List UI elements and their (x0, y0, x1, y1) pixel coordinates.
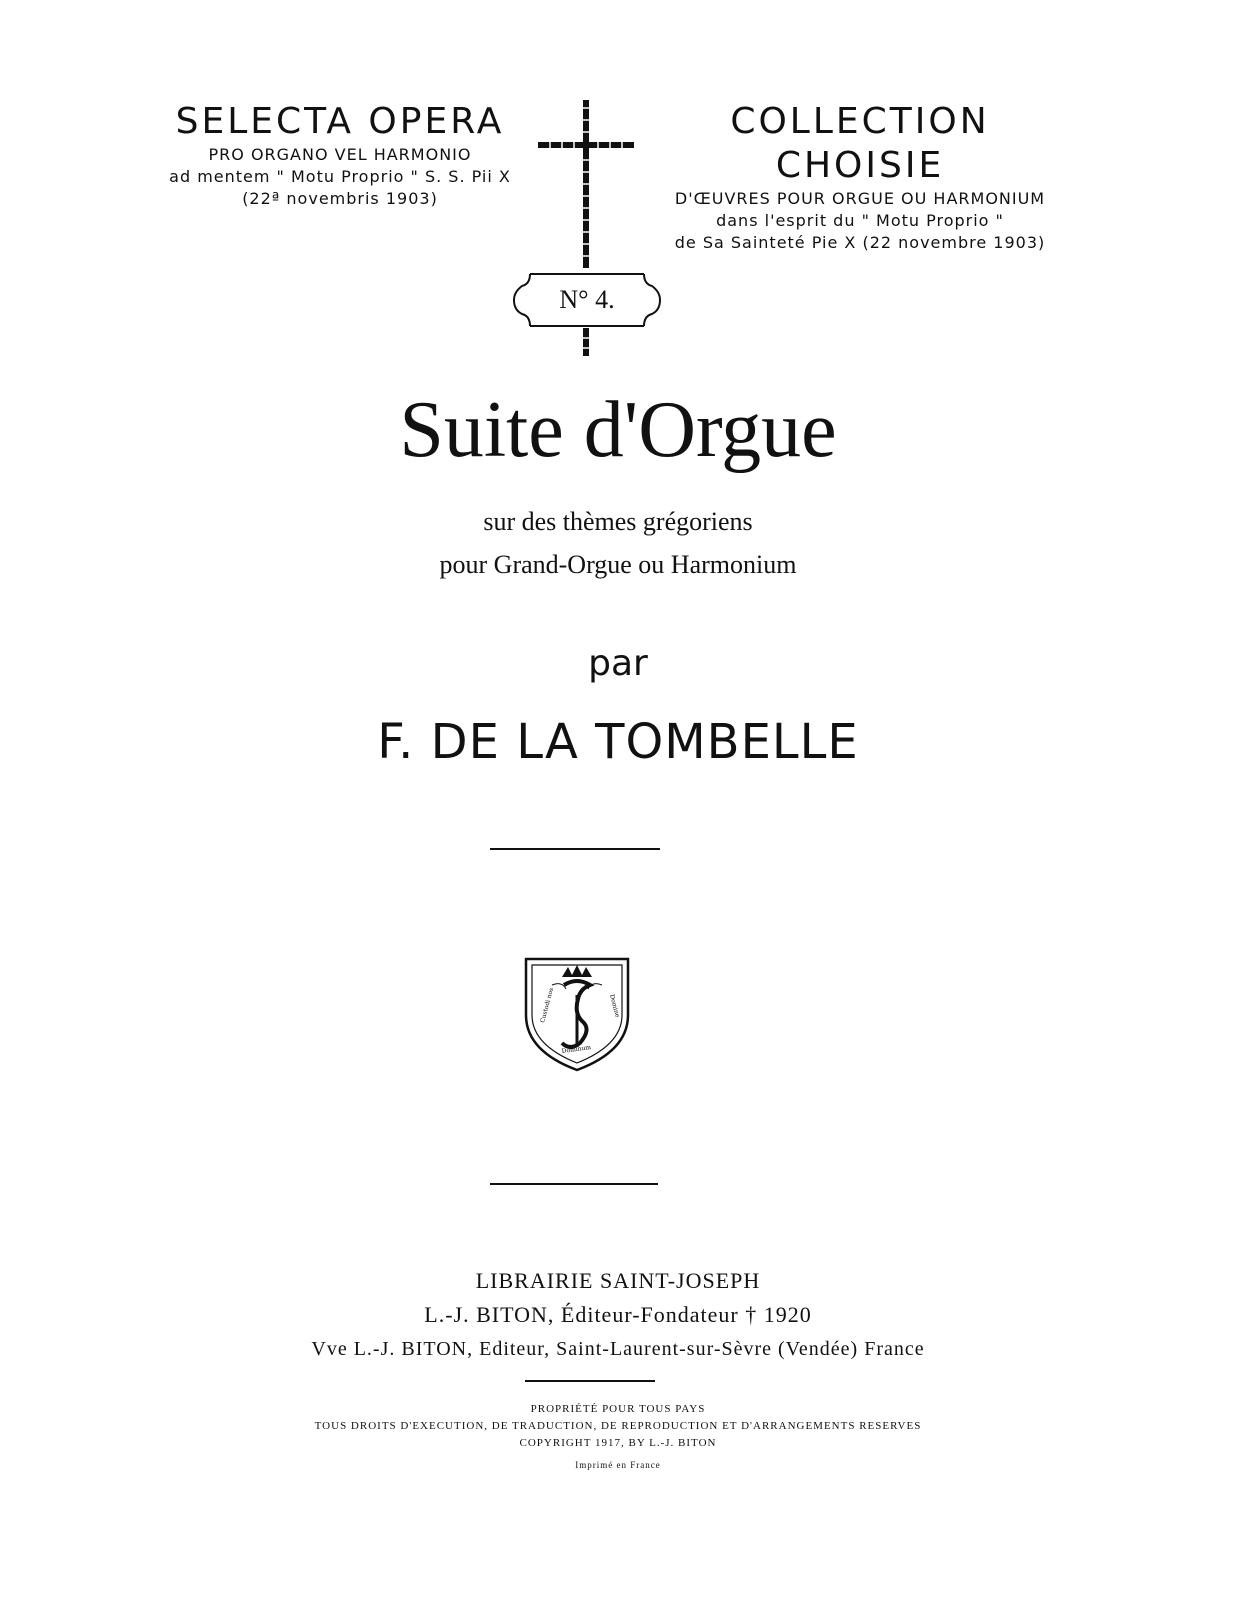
by-label: par (588, 643, 648, 684)
subtitle-line-2: pour Grand-Orgue ou Harmonium (439, 550, 797, 579)
volume-number: N° 4. (559, 285, 615, 314)
collection-choisie-title: COLLECTION CHOISIE (730, 101, 990, 186)
right-line-1: D'ŒUVRES POUR ORGUE OU HARMONIUM (674, 189, 1046, 208)
composer-name: F. DE LA TOMBELLE (377, 714, 859, 770)
emblem-left-motto: Custodi nos (539, 987, 556, 1024)
footer-line-2: TOUS DROITS D'EXECUTION, DE TRADUCTION, DE REPRODUCTION ET D'ARRANGEMENTS RESERVES (314, 1420, 922, 1432)
emblem-right-motto: Domine (608, 993, 621, 1019)
header-right (650, 100, 1070, 254)
footer-line-3: COPYRIGHT 1917, BY L.-J. BITON (519, 1437, 717, 1449)
publisher-line-3: Vve L.-J. BITON, Editeur, Saint-Laurent-sur-Sèvre (Vendée) France (311, 1338, 925, 1360)
left-line-3: (22ª novembris 1903) (242, 189, 438, 208)
divider-rule (490, 848, 660, 850)
right-line-2: dans l'esprit du " Motu Proprio " (716, 211, 1004, 230)
volume-number-cartouche (512, 270, 662, 330)
footer-line-1: PROPRIÉTÉ POUR TOUS PAYS (530, 1403, 706, 1415)
publisher-line-2: L.-J. BITON, Éditeur-Fondateur † 1920 (424, 1302, 812, 1327)
subtitle-line-1: sur des thèmes grégoriens (483, 507, 753, 536)
divider-rule (525, 1380, 655, 1382)
divider-rule (490, 1183, 658, 1185)
saint-joseph-shield-emblem-icon (522, 955, 632, 1073)
selecta-opera-title: SELECTA OPERA (175, 101, 505, 142)
page-title: Suite d'Orgue (399, 386, 837, 474)
right-line-3: de Sa Sainteté Pie X (22 novembre 1903) (674, 233, 1046, 252)
publisher-line-1: LIBRAIRIE SAINT-JOSEPH (475, 1268, 761, 1293)
printed-in-france: Imprimé en France (575, 1460, 661, 1470)
header-left (160, 100, 520, 210)
left-line-1: PRO ORGANO VEL HARMONIO (208, 145, 472, 164)
emblem-bottom-motto: Dominum (561, 1043, 592, 1055)
left-line-2: ad mentem " Motu Proprio " S. S. Pii X (169, 167, 511, 186)
